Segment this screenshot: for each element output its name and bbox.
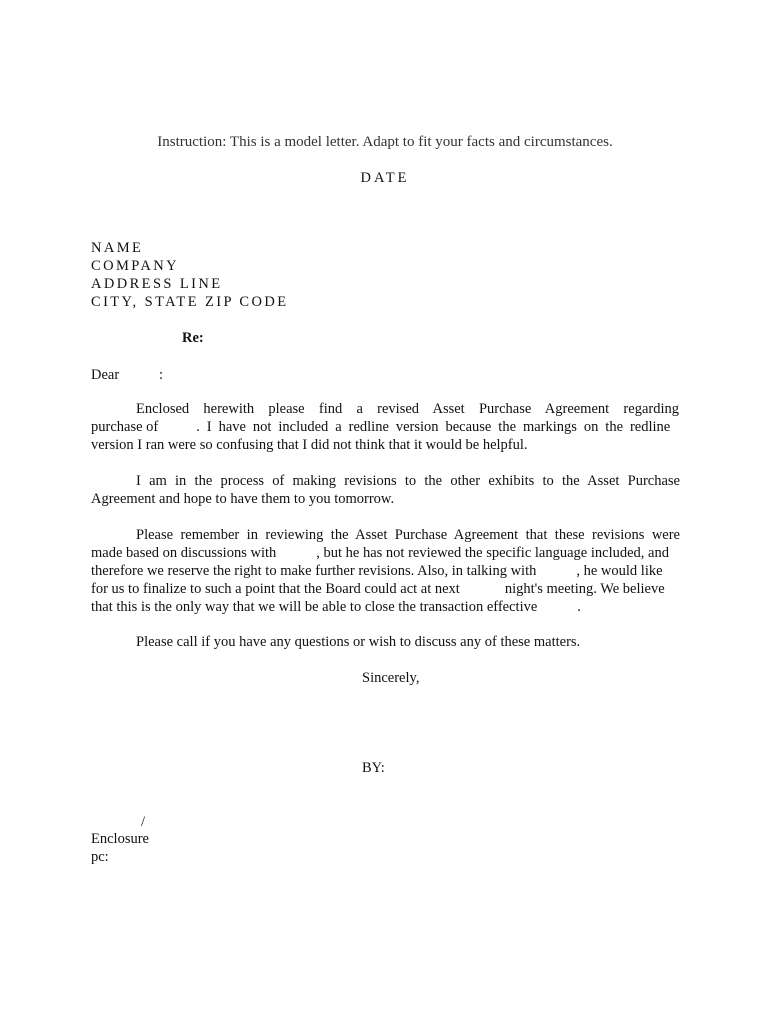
- enclosure-note: Enclosure: [91, 831, 149, 847]
- paragraph-2-line-1: I am in the process of making revisions to the other exhibits to the Asset Purchase: [136, 473, 680, 489]
- paragraph-3-line-5: [91, 598, 680, 616]
- recipient-name: NAME: [91, 240, 144, 256]
- recipient-address-line: ADDRESS LINE: [91, 276, 223, 292]
- paragraph-3-line-1: Please remember in reviewing the Asset Purchase Agreement that these revisions were: [136, 527, 680, 543]
- paragraph-3-line-2b: , but he has not reviewed the specific language included, and: [316, 545, 669, 561]
- pc-note: pc:: [91, 849, 109, 865]
- paragraph-3-line-5b: .: [577, 599, 581, 615]
- paragraph-1-line-2b: . I have not included a redline version because the markings on the redline: [196, 419, 671, 435]
- paragraph-1: [91, 400, 680, 454]
- paragraph-1-line-1: Enclosed herewith please find a revised Asset Purchase Agreement regarding: [136, 401, 679, 417]
- paragraph-3-line-2a: made based on discussions with: [91, 545, 277, 561]
- paragraph-3-line-3: [91, 562, 680, 580]
- paragraph-2-line-2: Agreement and hope to have them to you tomorrow.: [91, 491, 395, 507]
- paragraph-3-line-4a: for us to finalize to such a point that the Board could act at next: [91, 581, 460, 597]
- paragraph-3-line-3a: therefore we reserve the right to make further revisions. Also, in talking with: [91, 563, 537, 579]
- paragraph-3-line-3b: , he would like: [576, 563, 663, 579]
- paragraph-4-line-1: Please call if you have any questions or wish to discuss any of these matters.: [136, 634, 581, 650]
- paragraph-2: [91, 472, 680, 508]
- recipient-city-state-zip: CITY, STATE ZIP CODE: [91, 294, 289, 310]
- initials-slash: /: [141, 814, 146, 830]
- salutation-dear: Dear: [91, 367, 120, 383]
- paragraph-1-line-2: [91, 418, 680, 436]
- paragraph-3-line-2: [91, 544, 680, 562]
- paragraph-3-line-4b: night's meeting. We believe: [504, 581, 665, 597]
- salutation-colon: :: [159, 367, 164, 383]
- instruction-note: Instruction: This is a model letter. Adapt to fit your facts and circumstances.: [157, 134, 613, 150]
- paragraph-3-line-5a: that this is the only way that we will be able to close the transaction effective: [91, 599, 538, 615]
- salutation: [91, 366, 164, 384]
- paragraph-3-line-4: [91, 580, 680, 598]
- closing-sincerely: Sincerely,: [362, 670, 420, 686]
- subject-re: Re:: [182, 330, 204, 346]
- paragraph-3: [91, 526, 680, 616]
- recipient-company: COMPANY: [91, 258, 179, 274]
- letter-date: DATE: [360, 170, 410, 186]
- paragraph-4: [91, 633, 680, 651]
- paragraph-1-line-3: version I ran were so confusing that I did not think that it would be helpful.: [91, 437, 528, 453]
- paragraph-1-line-2a: purchase of: [91, 419, 159, 435]
- signature-by: BY:: [362, 760, 385, 776]
